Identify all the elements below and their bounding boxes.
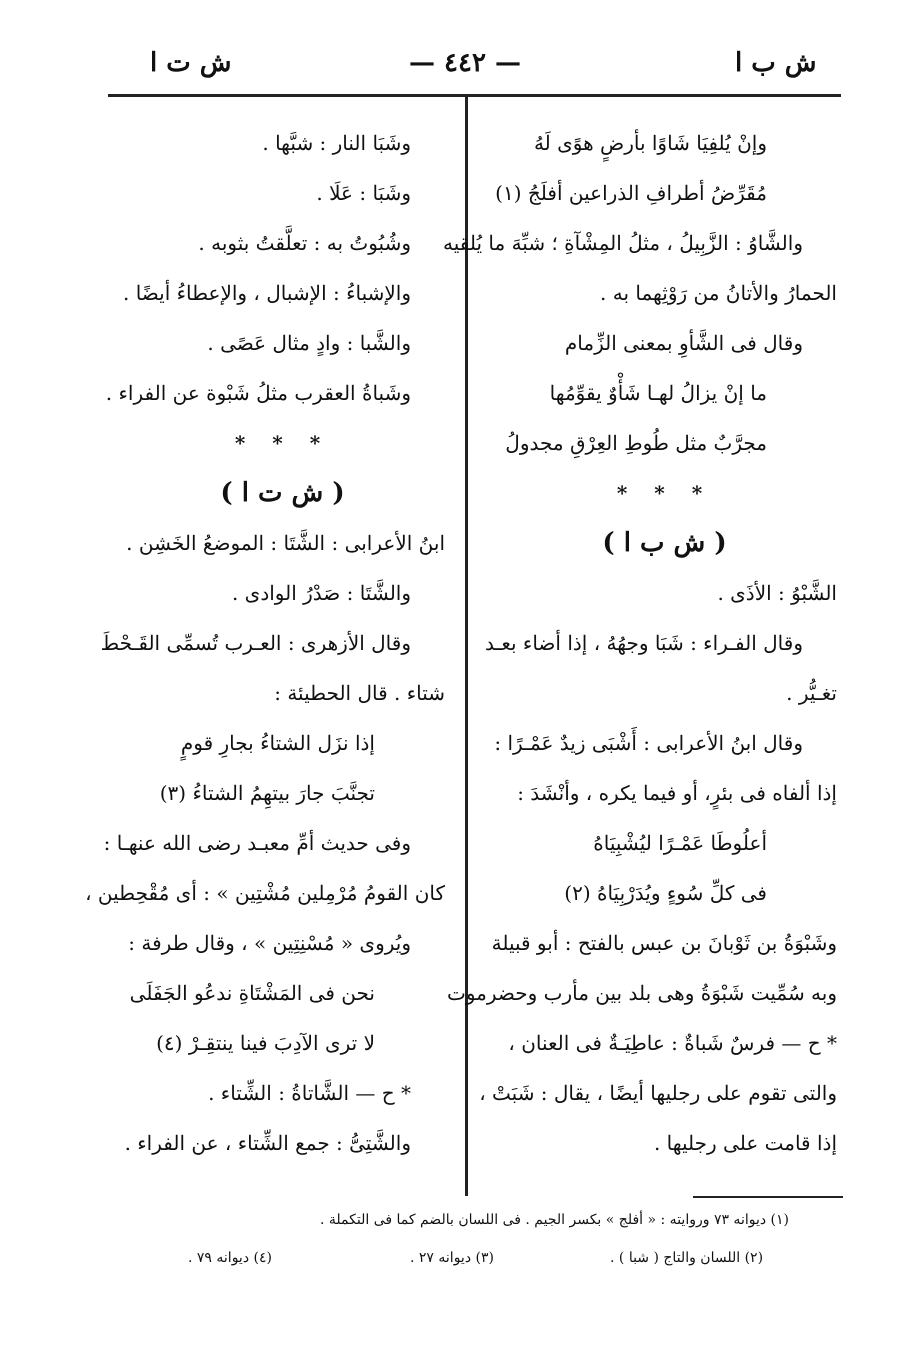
text-line: وقال فى الشَّأوِ بمعنى الزِّمام: [564, 331, 803, 355]
text-line: مُقَرِّضُ أطرافِ الذراعين أفلَجُ (١): [495, 181, 767, 205]
text-line: ويُروى « مُسْنِتِين » ، وقال طرفة :: [128, 931, 411, 955]
text-line: والشَّتَا : صَدْرُ الوادى .: [231, 581, 411, 605]
text-line: وشَباةُ العقرب مثلُ شَبْوة عن الفراء .: [105, 381, 411, 405]
section-separator: * * *: [616, 481, 713, 505]
text-line: وشَبَا النار : شبَّها .: [262, 131, 411, 155]
text-line: وفى حديث أمِّ معبـد رضى الله عنهـا :: [103, 831, 411, 855]
text-line: إذا ألفاه فى بئرٍ، أو فيما يكره ، وأنْشَدَ :: [517, 781, 837, 805]
text-line: فى كلِّ سُوءٍ ويُدَرْبِيَاهُ (٢): [564, 881, 767, 905]
section-heading: ( ش ب ا ): [602, 528, 727, 558]
footnote-rule: [693, 1196, 843, 1198]
text-line: * ح — الشَّاتاةُ : الشِّتاء .: [208, 1081, 411, 1105]
footnote-1: (١) ديوانه ٧٣ وروايته : « أفلج » بكسر الجيم . فى اللسان بالضم كما فى التكملة .: [320, 1212, 790, 1228]
text-line: الحمارُ والأتانُ من رَوْثِهما به .: [600, 281, 837, 305]
text-line: لا ترى الآدِبَ فينا ينتقِـرْ (٤): [156, 1031, 375, 1055]
section-heading: ( ش ت ا ): [220, 478, 345, 508]
text-line: وإنْ يُلفِيَا شَاوًا بأرضٍ هوًى لَهُ: [533, 131, 767, 155]
text-line: وقال الأزهرى : العـرب تُسمِّى القَـحْطَ: [100, 631, 411, 655]
text-line: وشَبَا : عَلَا .: [316, 181, 411, 205]
text-line: ابنُ الأعرابى : الشَّتَا : الموضعُ الخَشِن .: [126, 531, 445, 555]
text-line: أعلُوطَا عَمْـرًا ليُشْبِيَاهُ: [593, 831, 767, 855]
text-line: وشَبْوَةُ بن ثَوْبانَ بن عبس بالفتح : أبو قبيلة: [491, 931, 837, 955]
section-separator: * * *: [234, 431, 331, 455]
text-line: وشُبُوتُ به : تعلَّقتُ بثوبه .: [198, 231, 411, 255]
text-line: والشَّاوُ : الزَّبِيلُ ، مثلُ المِشْآةِ ؛ شبِّهَ ما يُلقيه: [442, 231, 803, 255]
text-line: والشَّبا : وادٍ مثال عَصًى .: [207, 331, 411, 355]
text-line: والشَّتِىُّ : جمع الشِّتاء ، عن الفراء .: [124, 1131, 411, 1155]
text-line: والتى تقوم على رجليها أيضًا ، يقال : شَبَتْ ،: [479, 1081, 837, 1105]
header-root-right: ش ب ا: [735, 48, 817, 78]
text-line: الشَّبْوُ : الأذَى .: [717, 581, 837, 605]
text-line: مجرَّبٌ مثل طُوطِ العِرْقِ مجدولُ: [505, 431, 767, 455]
text-line: إذا نزَل الشتاءُ بجارِ قومٍ: [180, 731, 375, 755]
text-line: * ح — فرسٌ شَباةٌ : عاطِيَـةٌ فى العنان ،: [508, 1031, 837, 1055]
text-line: نحن فى المَشْتَاةِ ندعُو الجَفَلَى: [129, 981, 375, 1005]
text-line: تجنَّبَ جارَ بيتهِمُ الشتاءُ (٣): [159, 781, 375, 805]
text-line: ما إنْ يزالُ لهـا شَأْوٌ يقوِّمُها: [549, 381, 767, 405]
page-number: — ٤٤٢ —: [408, 48, 522, 78]
text-line: تغـيُّر .: [786, 681, 837, 705]
text-line: والإشباءُ : الإشبال ، والإعطاءُ أيضًا .: [122, 281, 411, 305]
text-line: شتاء . قال الحطيئة :: [274, 681, 445, 705]
left-column: [85, 118, 445, 1168]
text-line: إذا قامت على رجليها .: [653, 1131, 837, 1155]
header-root-left: ش ت ا: [150, 48, 232, 78]
text-line: كان القومُ مُرْمِلين مُشْتِين » : أى مُقْحِطين ،: [85, 881, 445, 905]
footnote-2: (٢) اللسان والتاج ( شبا ) .: [610, 1250, 764, 1266]
footnote-3: (٣) ديوانه ٢٧ .: [410, 1250, 494, 1266]
text-line: وقال ابنُ الأعرابى : أَشْبَى زيدٌ عَمْـرًا :: [494, 731, 803, 755]
text-line: وقال الفـراء : شَبَا وجهُهُ ، إذا أضاء بعـد: [485, 631, 803, 655]
text-line: وبه سُمِّيت شَبْوَةُ وهى بلد بين مأرب وحضرموت: [447, 981, 837, 1005]
header-rule: [108, 94, 841, 97]
footnote-4: (٤) ديوانه ٧٩ .: [188, 1250, 272, 1266]
right-column: [442, 118, 837, 1168]
